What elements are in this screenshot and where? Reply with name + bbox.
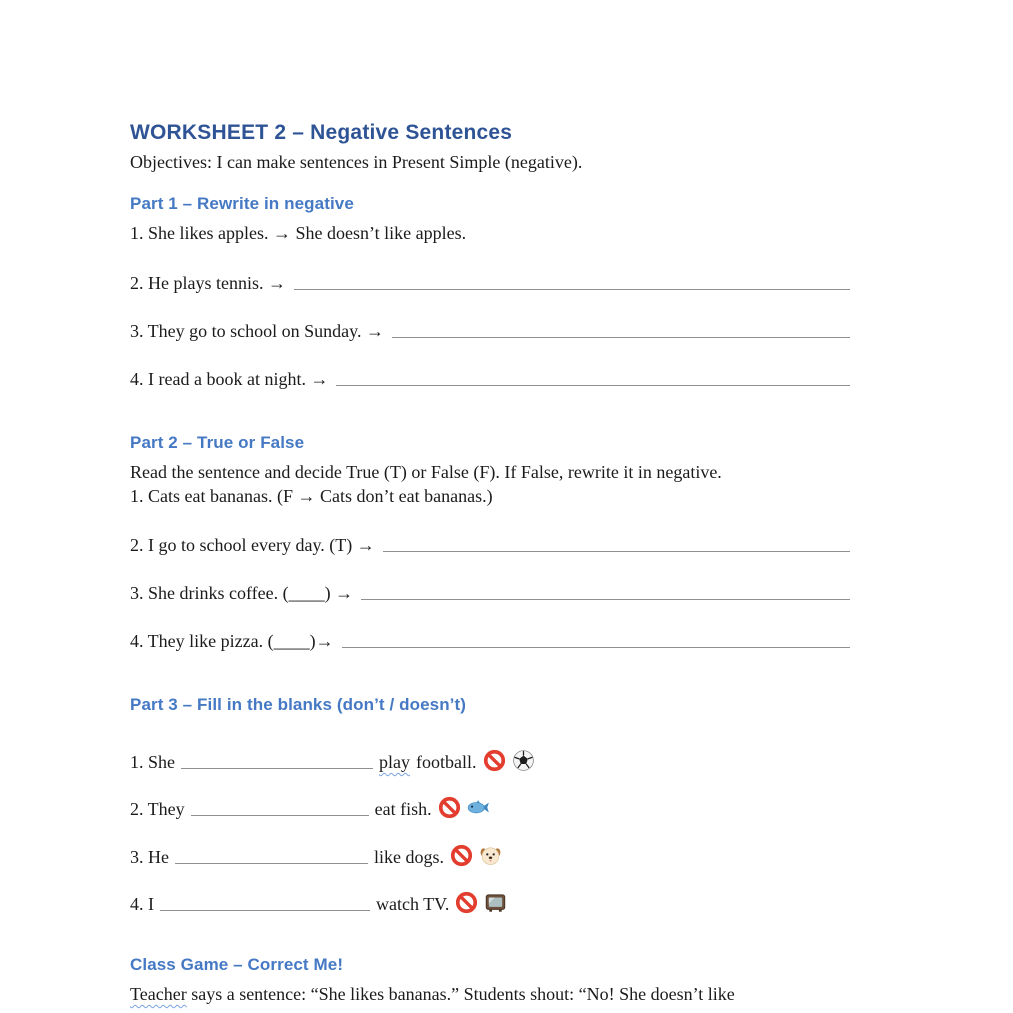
part3-item1-pre: 1. She — [130, 752, 175, 772]
part3-item4-pre: 4. I — [130, 894, 154, 914]
part3-item-2 — [130, 793, 850, 820]
part2-item-2 — [130, 532, 850, 556]
part1-item2-text: 2. He plays tennis. → — [130, 273, 286, 293]
part1-item4-text: 4. I read a book at night. → — [130, 369, 329, 389]
part2-instructions: Read the sentence and decide True (T) or False (F). If False, rewrite it in negative. — [130, 462, 722, 482]
part1-example: 1. She likes apples. → She doesn’t like apples. — [130, 223, 467, 243]
class-game-text-rest: says a sentence: “She likes bananas.” Students shout: “No! She doesn’t like — [186, 984, 735, 1004]
part1-heading: Part 1 – Rewrite in negative — [130, 194, 354, 213]
part1-item3-text: 3. They go to school on Sunday. → — [130, 321, 384, 341]
part3-item1-blank[interactable] — [181, 768, 373, 769]
part1-item-2 — [130, 270, 850, 294]
part3-item-3 — [130, 841, 850, 868]
part2-item2-text: 2. I go to school every day. (T) → — [130, 535, 375, 555]
class-game-heading: Class Game – Correct Me! — [130, 955, 344, 974]
part1-item-3 — [130, 318, 850, 342]
dog-face-icon — [479, 844, 502, 867]
part2-example: 1. Cats eat bananas. (F → Cats don’t eat bananas.) — [130, 486, 493, 506]
soccer-ball-icon — [512, 749, 535, 772]
no-entry-icon — [483, 749, 506, 772]
part2-item-4 — [130, 628, 850, 652]
part3-item4-post: watch TV. — [376, 894, 450, 914]
part1-item2-blank[interactable] — [294, 289, 850, 290]
part2-item4-blank[interactable] — [342, 647, 850, 648]
part3-item-4 — [130, 888, 850, 915]
television-icon — [484, 891, 507, 914]
fish-icon — [467, 796, 490, 819]
no-entry-icon — [438, 796, 461, 819]
part2-heading: Part 2 – True or False — [130, 433, 305, 452]
part3-item1-post: football. — [416, 752, 477, 772]
class-game-wavy-word: Teacher — [130, 984, 187, 1004]
part3-item-1 — [130, 746, 850, 773]
worksheet-title: WORKSHEET 2 – Negative Sentences — [130, 121, 513, 144]
part3-item3-blank[interactable] — [175, 863, 368, 864]
part3-item1-wavy-word: play — [379, 752, 410, 772]
part1-item4-blank[interactable] — [336, 385, 850, 386]
part3-item2-pre: 2. They — [130, 799, 185, 819]
part3-item2-post: eat fish. — [374, 799, 432, 819]
part3-item3-post: like dogs. — [374, 847, 444, 867]
part2-item2-blank[interactable] — [383, 551, 850, 552]
objectives-line: Objectives: I can make sentences in Present Simple (negative). — [130, 152, 583, 172]
part3-item4-blank[interactable] — [160, 910, 370, 911]
part3-item2-blank[interactable] — [191, 815, 369, 816]
class-game-text — [130, 983, 850, 1005]
part2-item-3 — [130, 580, 850, 604]
part2-item4-text: 4. They like pizza. (____)→ — [130, 631, 334, 651]
no-entry-icon — [450, 844, 473, 867]
part2-item3-blank[interactable] — [361, 599, 850, 600]
part3-heading: Part 3 – Fill in the blanks (don’t / doesn’t) — [130, 695, 467, 714]
part1-item3-blank[interactable] — [392, 337, 850, 338]
part3-item3-pre: 3. He — [130, 847, 169, 867]
part1-item-4 — [130, 366, 850, 390]
no-entry-icon — [455, 891, 478, 914]
part2-item3-text: 3. She drinks coffee. (____) → — [130, 583, 354, 603]
